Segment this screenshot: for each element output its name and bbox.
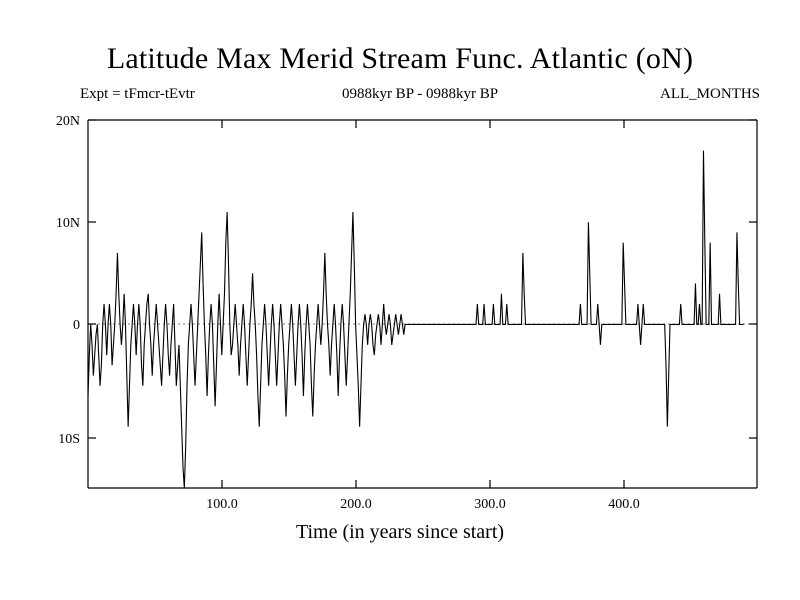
axis-frame <box>88 120 757 488</box>
y-axis-ticks <box>88 120 757 438</box>
x-axis-ticks <box>222 120 624 488</box>
y-tick-label: 10N <box>55 216 80 231</box>
x-tick-label: 100.0 <box>206 497 238 512</box>
y-tick-label: 10S <box>58 432 80 447</box>
data-series-group <box>88 151 744 488</box>
chart-title: Latitude Max Merid Stream Func. Atlantic (oN) <box>106 42 694 75</box>
series-line <box>88 151 744 488</box>
subtitle-experiment: Expt = tFmcr-tEvtr <box>80 86 195 102</box>
x-tick-label: 400.0 <box>608 497 640 512</box>
x-tick-labels <box>206 497 640 512</box>
subtitle-months: ALL_MONTHS <box>660 86 760 102</box>
y-tick-label: 0 <box>73 318 80 333</box>
x-axis-label: Time (in years since start) <box>295 521 505 543</box>
x-tick-label: 300.0 <box>474 497 506 512</box>
x-tick-label: 200.0 <box>340 497 372 512</box>
y-tick-labels <box>56 114 80 447</box>
y-tick-label: 20N <box>55 114 80 129</box>
subtitle-period: 0988kyr BP - 0988kyr BP <box>341 86 499 102</box>
